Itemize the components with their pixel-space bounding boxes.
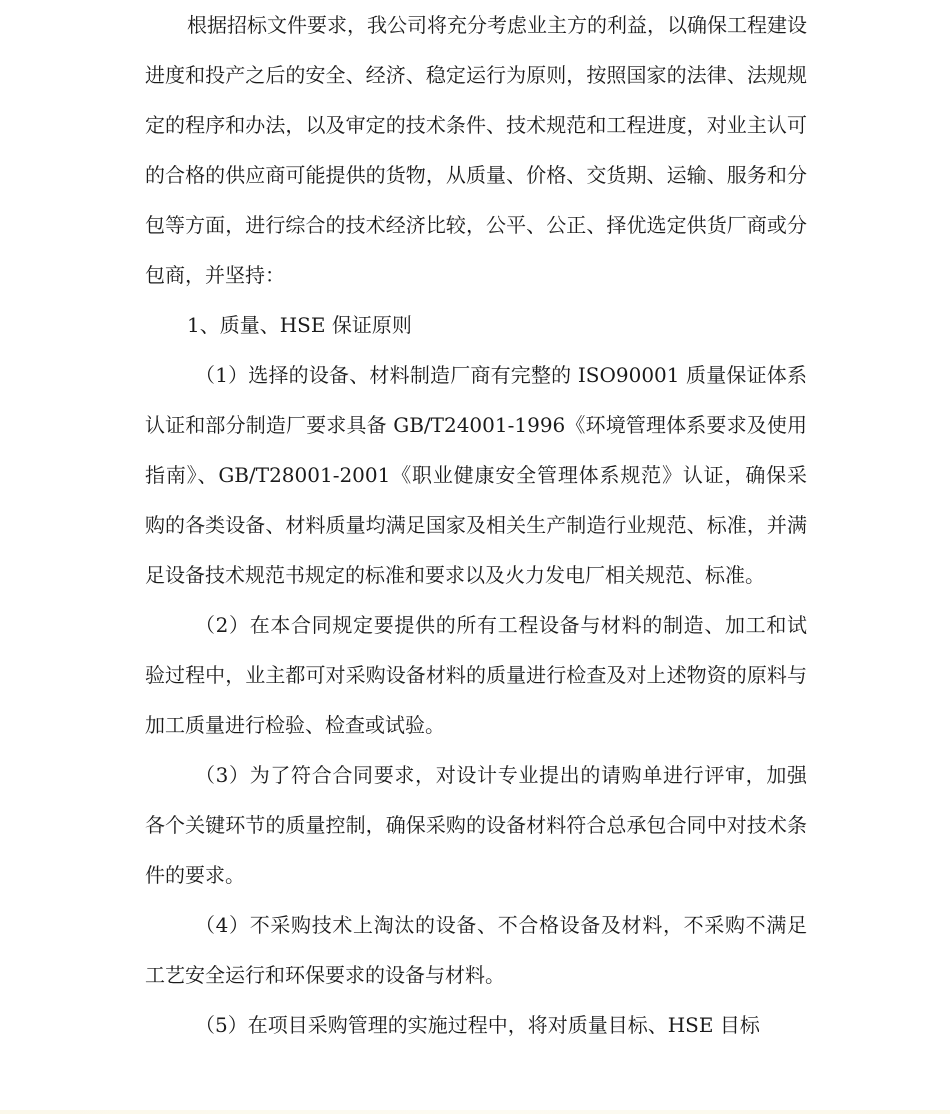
section-heading-quality-hse: 1、质量、HSE 保证原则 xyxy=(187,313,412,337)
paragraph-item-4: （4）不采购技术上淘汰的设备、不合格设备及材料，不采购不满足工艺安全运行和环保要求的设备与材料。 xyxy=(145,913,807,987)
document-body xyxy=(145,0,807,1050)
paragraph-item-5: （5）在项目采购管理的实施过程中，将对质量目标、HSE 目标 xyxy=(195,1013,760,1037)
page-bottom-edge xyxy=(0,1110,950,1114)
paragraph-item-1: （1）选择的设备、材料制造厂商有完整的 ISO90001 质量保证体系认证和部分制造厂要求具备 GB/T24001-1996《环境管理体系要求及使用指南》、GB/T28001-2001《职业健康安全管理体系规范》认证，确保采购的各类设备、材料质量均满足国家及相关生产制造行业规范、标准，并满足设备技术规范书规定的标准和要求以及火力发电厂相关规范、标准。 xyxy=(145,363,807,587)
paragraph-item-2: （2）在本合同规定要提供的所有工程设备与材料的制造、加工和试验过程中，业主都可对采购设备材料的质量进行检查及对上述物资的原料与加工质量进行检验、检查或试验。 xyxy=(145,613,807,737)
paragraph-item-3: （3）为了符合合同要求，对设计专业提出的请购单进行评审，加强各个关键环节的质量控制，确保采购的设备材料符合总承包合同中对技术条件的要求。 xyxy=(145,763,807,887)
paragraph-intro: 根据招标文件要求，我公司将充分考虑业主方的利益，以确保工程建设进度和投产之后的安全、经济、稳定运行为原则，按照国家的法律、法规规定的程序和办法，以及审定的技术条件、技术规范和工程进度，对业主认可的合格的供应商可能提供的货物，从质量、价格、交货期、运输、服务和分包等方面，进行综合的技术经济比较，公平、公正、择优选定供货厂商或分包商，并坚持： xyxy=(145,13,807,287)
